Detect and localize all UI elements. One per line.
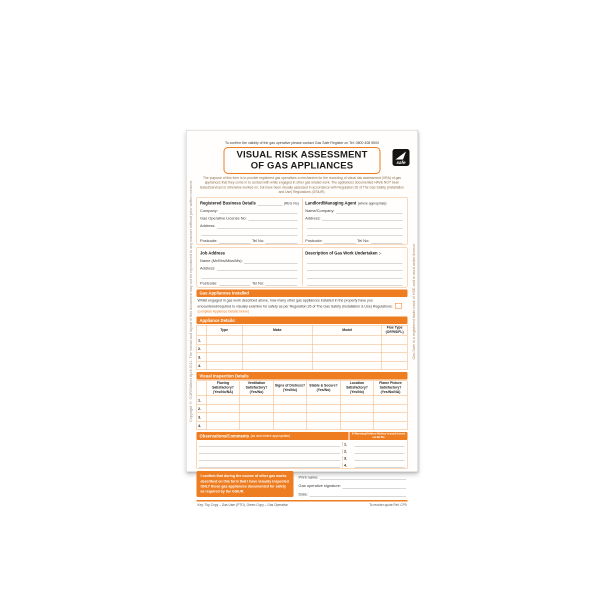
inspection-1-flueing[interactable]: [206, 396, 240, 405]
company-label: Company:: [200, 208, 218, 213]
appliance-table: [197, 325, 408, 370]
landlord-address-label: Address:: [305, 215, 321, 221]
landlord-tel-field[interactable]: [371, 237, 403, 243]
observation-3-field[interactable]: [199, 455, 340, 462]
inspection-col-ventilation: Ventilation Satisfactory? (Yes/No): [240, 381, 274, 396]
inspection-2-location[interactable]: [340, 404, 374, 413]
installed-question: [198, 298, 407, 314]
appliance-1-flue[interactable]: [382, 336, 407, 345]
job-heading: Job Address: [200, 250, 225, 256]
appliance-row-4-num: 4.: [197, 361, 206, 370]
inspection-bar: Visual Inspection Details: [197, 372, 408, 380]
inspection-2-flueing[interactable]: [206, 404, 240, 413]
inspection-1-stable[interactable]: [307, 396, 341, 405]
appliance-3-model[interactable]: [313, 353, 382, 362]
form-page-container: [186, 130, 418, 508]
observation-2-field[interactable]: [199, 448, 340, 455]
landlord-postcode-label: Postcode:: [305, 238, 323, 243]
inspection-1-ventilation[interactable]: [240, 396, 274, 405]
appliance-3-flue[interactable]: [382, 353, 407, 362]
appliance-2-make[interactable]: [242, 344, 313, 353]
landlord-address-field-3[interactable]: [307, 230, 403, 236]
print-name-field[interactable]: [320, 474, 406, 480]
observation-1-field[interactable]: [199, 441, 340, 448]
landlord-heading: Landlord/Managing Agent: [305, 200, 357, 206]
inspection-2-stable[interactable]: [307, 404, 341, 413]
appliance-col-flue: Flue Type (OF/RS/FL): [382, 325, 407, 335]
observation-row-2: [197, 447, 407, 454]
observations-title: Observations/Comments: [199, 433, 250, 439]
work-line-2[interactable]: [307, 265, 403, 271]
inspection-row-1-num: 1.: [197, 396, 206, 405]
inspection-3-flueing[interactable]: [206, 413, 240, 422]
job-postcode-field[interactable]: [219, 280, 251, 286]
job-address: [197, 248, 302, 286]
inspection-1-distress[interactable]: [273, 396, 307, 405]
business-tel-field[interactable]: [266, 237, 298, 243]
landlord-address-field[interactable]: [322, 215, 402, 221]
business-tel-label: Tel No:: [251, 238, 265, 243]
svg-text:safe: safe: [396, 160, 406, 165]
company-field[interactable]: [219, 207, 297, 213]
work-description: [302, 248, 407, 286]
appliance-row-2-num: 2.: [197, 344, 206, 353]
appliance-4-make[interactable]: [242, 361, 313, 370]
inspection-3-distress[interactable]: [273, 413, 307, 422]
job-address-field[interactable]: [217, 265, 297, 271]
job-name-label: Name (Mr/Mrs/Miss/Ms):: [200, 258, 243, 263]
license-field[interactable]: [248, 215, 297, 221]
appliance-1-model[interactable]: [313, 336, 382, 345]
job-section: [197, 247, 408, 288]
appliance-4-type[interactable]: [206, 361, 242, 370]
date-field[interactable]: [309, 491, 406, 497]
appliance-1-make[interactable]: [242, 336, 313, 345]
observation-row-4: [197, 461, 407, 468]
appliance-details-bar: Appliance Details:: [197, 317, 408, 325]
observation-2-serial-field[interactable]: [355, 448, 405, 455]
observation-3-num: 3.: [342, 456, 352, 461]
appliance-row-1: [197, 336, 408, 345]
inspection-table: [197, 381, 408, 430]
job-name-field[interactable]: [244, 257, 297, 263]
gas-safe-logo: [393, 149, 410, 166]
observation-1-num: 1.: [342, 442, 352, 447]
appliance-col-type: Type: [206, 325, 242, 335]
page-title: [223, 147, 380, 174]
appliance-row-1-num: 1.: [197, 336, 206, 345]
installed-bar: Gas Appliances Installed: [197, 289, 408, 297]
inspection-4-distress[interactable]: [273, 421, 307, 430]
inspection-row-4: [197, 421, 408, 430]
inspection-col-location: Location Satisfactory? (Yes/No): [340, 381, 374, 396]
work-line-4[interactable]: [307, 280, 403, 286]
inspection-row-3: [197, 413, 408, 422]
copyright-side-text: Copyright © CORGIdirect April 2011. The format and layout of this document may not be reproduced in any manner without prior written consent.: [188, 180, 193, 422]
business-reg-hint: (REG No): [283, 201, 299, 206]
appliance-count-box[interactable]: [395, 303, 402, 309]
business-reg-line[interactable]: [257, 200, 282, 206]
business-postcode-label: Postcode:: [200, 238, 218, 243]
observation-4-num: 4.: [342, 463, 352, 468]
appliance-row-3-num: 3.: [197, 353, 206, 362]
print-name-label: Print name:: [298, 475, 319, 480]
declaration-text: I confirm that during the course of other gas works described on this form that I have visually inspected ONLY those gas appliances documented for safety as required by the GSIUR.: [197, 471, 294, 497]
title-line-1: VISUAL RISK ASSESSMENT: [236, 149, 368, 160]
inspection-3-ventilation[interactable]: [240, 413, 274, 422]
footer: [197, 504, 408, 508]
observations-note: (as and where appropriate): [250, 434, 291, 438]
appliance-2-flue[interactable]: [382, 344, 407, 353]
footer-rule: [197, 500, 408, 502]
business-address-field-2[interactable]: [202, 230, 298, 236]
appliance-row-4: [197, 361, 408, 370]
inspection-col-stable: Stable & Secure? (Yes/No): [307, 381, 341, 396]
business-address-label: Address:: [200, 223, 216, 228]
validity-notice: To confirm the validity of the gas operative please contact Gas Safe Register on Tel: 0800 408 5500: [224, 141, 380, 145]
landlord-name-label: Name/Company:: [305, 208, 335, 213]
appliance-3-type[interactable]: [206, 353, 242, 362]
observation-3-serial-field[interactable]: [355, 455, 405, 462]
installed-note: (complete Appliance Details below): [197, 310, 249, 314]
inspection-4-flueing[interactable]: [206, 421, 240, 430]
inspection-row-1: [197, 396, 408, 405]
form-page: [186, 130, 418, 508]
observation-4-field[interactable]: [199, 462, 340, 469]
business-address-field[interactable]: [217, 222, 297, 228]
appliance-col-model: Model: [313, 325, 382, 335]
inspection-1-flame[interactable]: [374, 396, 408, 405]
work-heading: Description of Gas Work Undertaken :-: [305, 250, 382, 256]
appliance-2-type[interactable]: [206, 344, 242, 353]
title-line-2: OF GAS APPLIANCES: [250, 160, 354, 171]
work-line-3[interactable]: [307, 272, 403, 278]
landlord-address-field-2[interactable]: [307, 222, 403, 228]
installed-question-text: Whilst engaged in gas work described above, how many other gas appliances installed in the property have you encountered/required to visually examine for safety as per Regulation 26 of The Gas Safety (Installation & Use) Regulations:: [197, 298, 393, 309]
inspection-col-flueing: Flueing Satisfactory? (Yes/No/NA): [206, 381, 240, 396]
inspection-col-distress: Signs of Distress? (Yes/No): [273, 381, 307, 396]
appliance-4-flue[interactable]: [382, 361, 407, 370]
copy-key: Key: Top Copy – Gas User (PTO), Green Copy – Gas Operative: [197, 503, 288, 508]
inspection-1-location[interactable]: [340, 396, 374, 405]
landlord-heading-note: (where appropriate): [357, 201, 387, 206]
title-row: [197, 147, 408, 173]
job-tel-field[interactable]: [266, 280, 298, 286]
license-label: Gas Operative License No:: [200, 215, 247, 221]
observations-rows: [197, 440, 408, 469]
inspection-row-2-num: 2.: [197, 404, 206, 413]
appliance-col-make: Make: [242, 325, 313, 335]
landlord-tel-label: Tel No:: [357, 238, 370, 243]
observation-row-1: [197, 440, 407, 447]
inspection-col-num: [197, 381, 206, 396]
inspection-row-2: [197, 404, 408, 413]
appliance-2-model[interactable]: [313, 344, 382, 353]
inspection-2-flame[interactable]: [374, 404, 408, 413]
inspection-col-flame: Flame Picture Satisfactory? (Yes/No/NA): [374, 381, 408, 396]
signature-label: Gas operative signature:: [298, 483, 342, 489]
registered-business-details: [197, 198, 302, 243]
trademark-side-text: Gas Safe is a registered trade mark of HSE and is used under licence.: [411, 242, 416, 360]
work-line-1[interactable]: [307, 257, 403, 263]
warning-serial-note: If Warning/Advice Notice issued insert serial No: [349, 432, 408, 440]
business-heading: Registered Business Details: [200, 200, 256, 206]
appliance-col-num: [197, 325, 206, 335]
observation-row-3: [197, 454, 407, 461]
reorder-ref: To reorder quote Ref: CP9: [369, 503, 407, 508]
landlord-postcode-field[interactable]: [324, 237, 356, 243]
inspection-2-distress[interactable]: [273, 404, 307, 413]
observations-bar: [197, 432, 408, 440]
appliance-3-make[interactable]: [242, 353, 313, 362]
job-postcode-label: Postcode:: [200, 280, 218, 286]
inspection-4-ventilation[interactable]: [240, 421, 274, 430]
job-tel-label: Tel No:: [251, 280, 265, 286]
intro-paragraph: The purpose of this form is to provide registered gas operatives a mechanism for the recording of visual risk assessment (VRA) of gas appliances that they come in to contact with while engaged in other gas related work. The appliances documented HAVE NOT been tested/serviced or otherwise worked on, but have been visually assessed in accordance with Regulation 26 of The Gas Safety (Installation and Use) Regulations (GSIUR).: [199, 176, 405, 195]
landlord-agent-details: [302, 198, 407, 243]
inspection-3-location[interactable]: [340, 413, 374, 422]
job-address-label: Address:: [200, 265, 216, 271]
inspection-4-stable[interactable]: [307, 421, 341, 430]
observation-2-num: 2.: [342, 449, 352, 454]
inspection-row-3-num: 3.: [197, 413, 206, 422]
parties-section: [197, 197, 408, 245]
inspection-2-ventilation[interactable]: [240, 404, 274, 413]
inspection-row-4-num: 4.: [197, 421, 206, 430]
observation-1-serial-field[interactable]: [355, 441, 405, 448]
inspection-4-flame[interactable]: [374, 421, 408, 430]
inspection-3-flame[interactable]: [374, 413, 408, 422]
inspection-4-location[interactable]: [340, 421, 374, 430]
landlord-name-field[interactable]: [336, 207, 403, 213]
job-address-field-2[interactable]: [202, 272, 298, 278]
declaration-section: [197, 471, 408, 497]
appliance-4-model[interactable]: [313, 361, 382, 370]
appliance-1-type[interactable]: [206, 336, 242, 345]
signature-field[interactable]: [343, 483, 406, 489]
inspection-3-stable[interactable]: [307, 413, 341, 422]
signature-fields: [299, 471, 408, 497]
observation-4-serial-field[interactable]: [355, 462, 405, 469]
business-postcode-field[interactable]: [219, 237, 251, 243]
date-label: Date:: [298, 492, 308, 497]
appliance-row-3: [197, 353, 408, 362]
appliance-row-2: [197, 344, 408, 353]
